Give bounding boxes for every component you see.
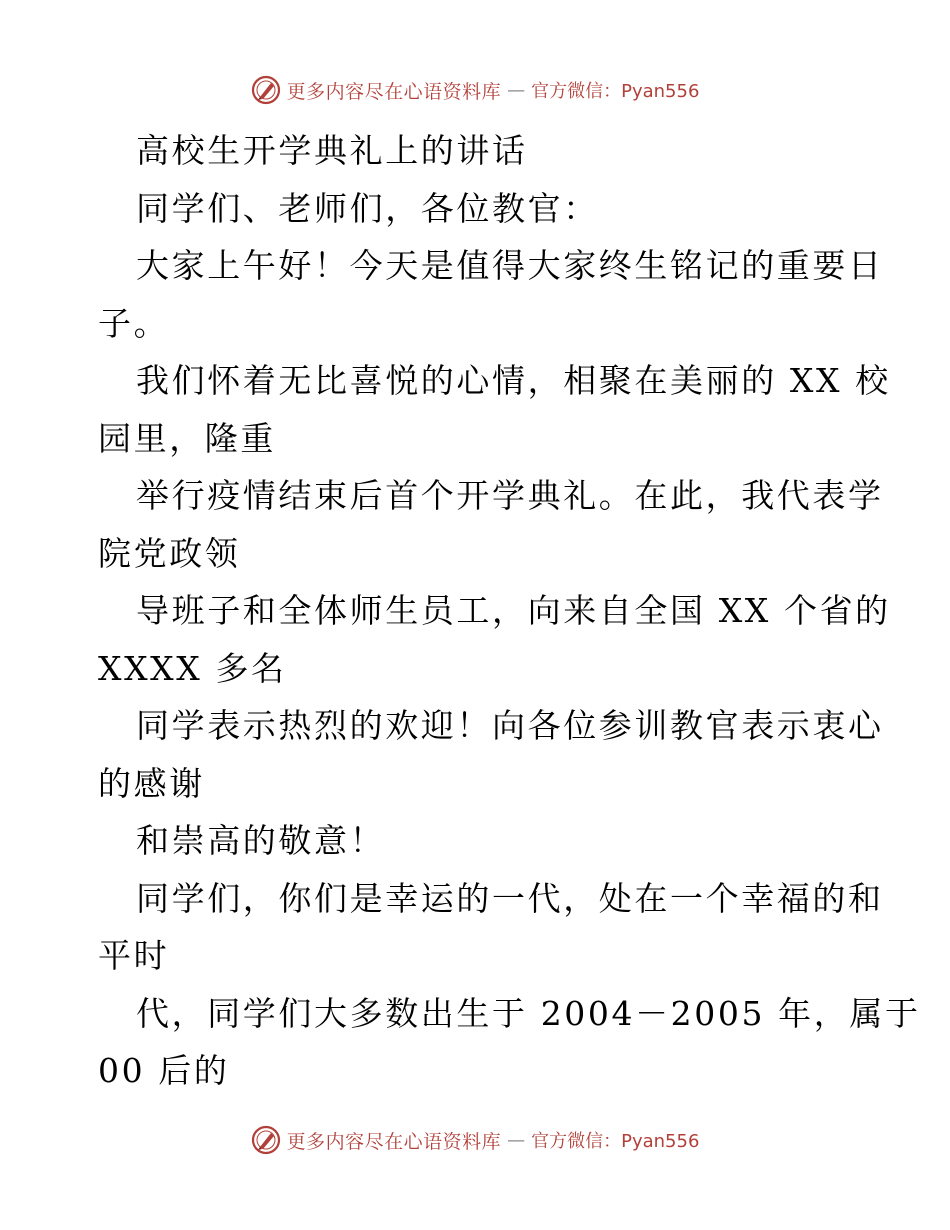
doc-line: 同学们，你们是幸运的一代，处在一个幸福的和 bbox=[136, 878, 884, 918]
doc-line: XXXX 多名 bbox=[98, 648, 287, 688]
banner-contact: 官方微信：Pyan556 bbox=[531, 81, 700, 102]
doc-line: 举行疫情结束后首个开学典礼。在此，我代表学 bbox=[136, 476, 884, 515]
banner-text: 更多内容尽在心语资料库 bbox=[286, 80, 502, 103]
banner-text: 更多内容尽在心语资料库 bbox=[286, 1130, 502, 1153]
quill-pen-logo-icon bbox=[251, 75, 281, 105]
doc-line: 高校生开学典礼上的讲话 bbox=[136, 131, 528, 170]
banner-contact: 官方微信：Pyan556 bbox=[531, 1131, 700, 1152]
banner-separator: — bbox=[507, 1129, 526, 1151]
doc-line: 平时 bbox=[98, 936, 170, 975]
doc-line: 代，同学们大多数出生于 2004－2005 年，属于 bbox=[136, 993, 921, 1033]
document-body bbox=[98, 122, 921, 1100]
doc-line: 同学们、老师们，各位教官： bbox=[136, 188, 599, 228]
quill-pen-logo-icon bbox=[251, 1125, 281, 1155]
doc-line: 大家上午好！今天是值得大家终生铭记的重要日 bbox=[136, 246, 884, 285]
doc-line: 园里，隆重 bbox=[98, 418, 276, 458]
banner-separator: — bbox=[507, 79, 526, 101]
doc-line: 的感谢 bbox=[98, 763, 205, 803]
doc-line: 院党政领 bbox=[98, 533, 241, 573]
doc-line: 子。 bbox=[98, 303, 170, 343]
doc-line: 导班子和全体师生员工，向来自全国 XX 个省的 bbox=[136, 591, 891, 630]
header-banner bbox=[0, 70, 950, 110]
doc-line: 同学表示热烈的欢迎！向各位参训教官表示衷心 bbox=[136, 706, 884, 745]
footer-banner bbox=[0, 1120, 950, 1160]
doc-line: 00 后的 bbox=[98, 1051, 230, 1090]
doc-line: 和崇高的敬意！ bbox=[136, 821, 386, 860]
doc-line: 我们怀着无比喜悦的心情，相聚在美丽的 XX 校 bbox=[136, 361, 891, 400]
